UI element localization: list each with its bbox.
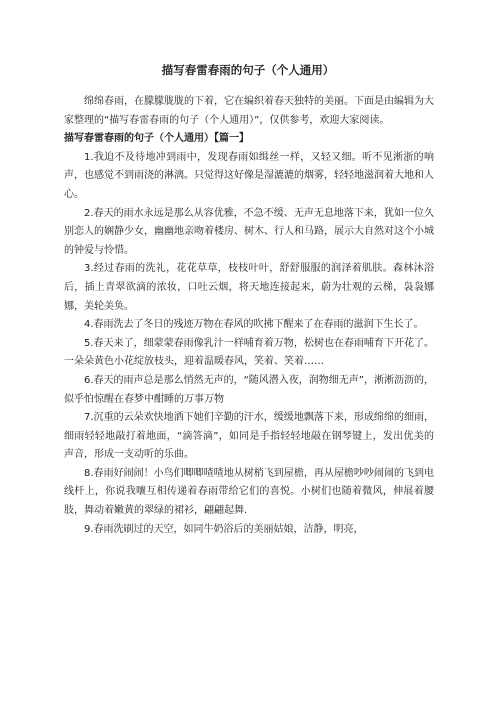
list-item: 7.沉重的云朵欢快地洒下她们辛勤的汗水，缓缓地飘落下来，形成绵绵的细雨，细雨轻轻地敲打着地面，“滴答滴”，如同是手指轻轻地敲在钢琴键上，发出优美的声音，形成一支动听的乐曲。 bbox=[64, 412, 434, 461]
list-item: 8.春雨好闹闹！小鸟们唧唧喳喳地从树梢飞到屋檐，再从屋檐吵吵闹闹的飞到电线杆上，你说我嚷互相传递着春雨带给它们的喜悦。小树们也随着微风，伸展着腰肢，舞动着嫩黄的翠绿的裙衫，翩翩起舞. bbox=[64, 467, 434, 517]
document-body bbox=[64, 93, 434, 539]
list-item: 9.春雨洗刷过的天空，如同牛奶浴后的美丽姑娘，洁静，明亮， bbox=[84, 523, 364, 535]
list-item: 4.春雨洗去了冬日的残迹万物在春风的吹拂下醒来了在春雨的滋润下生长了。 bbox=[84, 319, 424, 331]
list-item: 5.春天来了，细蒙蒙春雨像乳汁一样哺育着万物，松树也在春雨哺育下开花了。一朵朵黄色小花绽放枝头，迎着温暖春风，笑着、笑着…… bbox=[64, 337, 434, 368]
list-item: 3.经过春雨的洗礼，花花草草，枝枝叶叶，舒舒服服的润泽着肌肤。森林沐浴后，插上青翠欲滴的浓妆，口吐云烟，将天地连接起来，蔚为壮观的云梯，袅袅娜娜，美轮美奂。 bbox=[64, 263, 434, 312]
list-item: 2.春天的雨水永远是那么从容优雅，不急不缓、无声无息地落下来，犹如一位久别恋人的娴静少女，幽幽地亲吻着楼房、树木、行人和马路，展示大自然对这个小城的钟爱与怜惜。 bbox=[64, 207, 434, 256]
document-title: 描写春雷春雨的句子（个人通用） bbox=[161, 63, 335, 77]
section-heading: 描写春雷春雨的句子（个人通用）【篇一】 bbox=[64, 133, 249, 145]
intro-paragraph: 绵绵春雨，在朦朦胧胧的下着，它在编织着春天独特的美丽。下面是由编辑为大家整理的“描写春雷春雨的句子（个人通用）”，仅供参考，欢迎大家阅读。 bbox=[64, 96, 434, 126]
list-item: 6.春天的雨声总是那么悄然无声的，“随风潜入夜，润物细无声”，淅淅沥沥的，似乎怕惊醒在春梦中酣睡的万事万物 bbox=[64, 374, 434, 405]
list-item: 1.我迫不及待地冲到雨中，发现春雨如缉丝一样，又轻又细。听不见淅浙的响声，也感觉不到雨浇的淋漓。只觉得这好像是湿漉漉的烟雾，轻轻地滋润着大地和人心。 bbox=[64, 151, 434, 200]
